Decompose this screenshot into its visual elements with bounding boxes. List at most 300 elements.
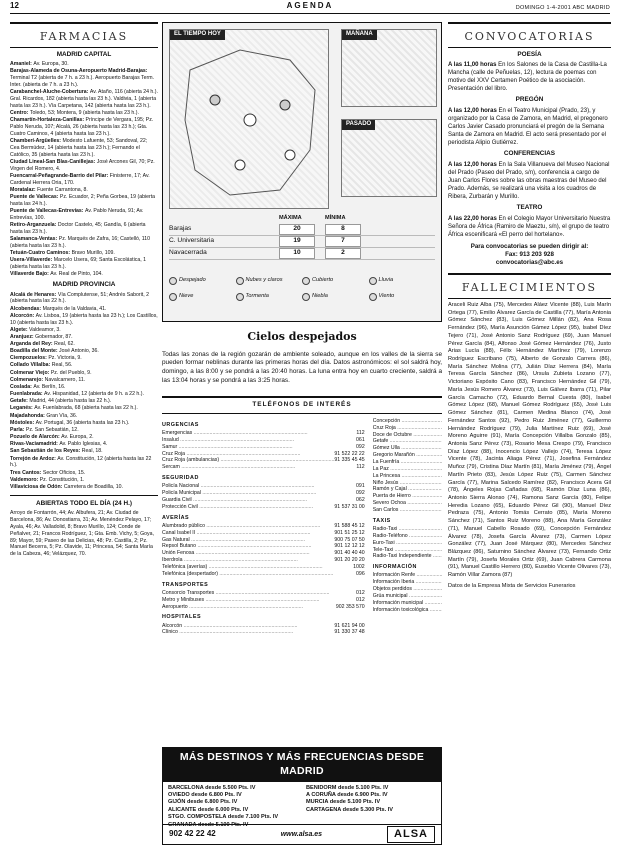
phone-row: [162, 597, 365, 604]
weather-symbol-icon: [302, 293, 310, 301]
weather-symbol-icon: [302, 277, 310, 285]
pharmacy-entry: [10, 470, 158, 477]
phone-row: [162, 604, 365, 611]
phone-number[interactable]: 062: [356, 496, 365, 503]
pharmacy-address: Valdeamor, 3.: [29, 326, 61, 333]
ad-destination: CARTAGENA desde 5.300 Pts. IV: [306, 806, 394, 813]
pharmacy-area: Colmenar Viejo:: [10, 369, 51, 376]
sun-icon: [285, 150, 295, 160]
header-date: DOMINGO 1-4-2001 ABC MADRID: [515, 4, 610, 11]
weather-symbol-icon: [169, 277, 177, 285]
pharmacy-entry: [10, 208, 158, 222]
convocatoria-text: En la Sala Villanueva del Museo Nacional del Prado (Paseo del Prado, s/n), conferencia a cargo de Juan Carlos Flores sobre las obras maestras del Museo del Prado. Además, se realizará una visita a los cuadros de Ribera, Zurbarán y Murillo.: [448, 161, 610, 201]
pharmacy-area: Salamanca-Ventas:: [10, 236, 59, 243]
allday-title: ABIERTAS TODO EL DÍA (24 H.): [36, 499, 132, 507]
phone-number[interactable]: 901 20 20 20: [334, 557, 365, 564]
temperature-row: [169, 224, 435, 236]
phone-number[interactable]: 91 621 94 00: [334, 622, 365, 629]
pharmacy-address: Madrid, 44 (abierta hasta las 22 h.).: [29, 398, 112, 405]
page-header: [10, 1, 610, 14]
phone-name: Consorcio Transportes .....: [162, 590, 356, 597]
pharmacy-address: Gran Vía, 36.: [46, 412, 78, 419]
phone-row: [373, 607, 442, 614]
phone-name: Guardia Civil .....: [162, 497, 356, 504]
ad-destination: BENIDORM desde 5.100 Pts. IV: [306, 784, 389, 791]
pharmacy-address: Pz. del Pueblo, 9.: [50, 369, 92, 376]
pharmacy-area: Colmenarejo:: [10, 376, 45, 383]
pharmacy-entry: [10, 384, 158, 391]
pharmacy-area: Tres Cantos:: [10, 469, 43, 476]
phone-row: [373, 593, 442, 600]
phone-row: [373, 572, 442, 579]
pharmacy-entry: [10, 250, 158, 257]
temperature-table: [169, 215, 435, 260]
phone-group-title: AVERÍAS: [162, 514, 190, 521]
phone-name: Radio-Teléfono .....: [373, 533, 442, 540]
phone-name: Emergencias .....: [162, 430, 356, 437]
phone-row: [162, 457, 365, 464]
phone-name: Alcorcón .....: [162, 623, 334, 630]
phone-name: Euro-Taxi .....: [373, 540, 442, 547]
convocatoria-item: [448, 215, 611, 239]
temperature-row: [169, 236, 435, 248]
phone-row: [162, 490, 365, 497]
temperature-min: 8: [325, 224, 361, 235]
ad-headline: MÁS DESTINOS Y MÁS FRECUENCIAS DESDE MADRID: [163, 748, 441, 782]
col-min: MÍNIMA: [325, 215, 346, 221]
phone-row: [162, 437, 365, 444]
weather-symbol-icon: [369, 293, 377, 301]
phone-name: Radio-Taxi .....: [373, 526, 442, 533]
ad-phone: 902 42 22 42: [169, 829, 216, 839]
phone-name: Repsol Butano .....: [162, 543, 334, 550]
phone-name: Cruz Roja .....: [162, 451, 334, 458]
contact-label: Para convocatorias se pueden dirigir al:: [470, 242, 589, 250]
phone-name: Grúa municipal .....: [373, 593, 442, 600]
legend-item: [302, 289, 369, 305]
fallecimientos-title: FALLECIMIENTOS: [448, 273, 611, 299]
convocatoria-heading: PREGÓN: [515, 96, 544, 104]
phone-number[interactable]: 900 75 07 50: [334, 536, 365, 543]
phone-group-title: INFORMACIÓN: [372, 564, 417, 571]
phone-name: Gregorio Marañón .....: [373, 452, 442, 459]
map-outline: [170, 30, 328, 208]
phone-name: Información toxicológica .....: [373, 607, 442, 614]
legend-item: [369, 289, 436, 305]
phone-number[interactable]: 061: [356, 436, 365, 443]
phone-row: [373, 473, 442, 480]
convocatoria-text: En los Salones de la Casa de Castilla-La Mancha (calle de Peñuelas, 12), lectura de poemas con motivo del XXV Certamen Poético de la asociación. Presentación del libro.: [448, 61, 607, 93]
phone-row: [162, 430, 365, 437]
pharmacy-address: Navalcarnero, 11.: [44, 376, 86, 383]
ad-destination: GIJÓN desde 6.800 Pts. IV: [168, 799, 238, 806]
phone-name: Objetos perdidos .....: [373, 586, 442, 593]
weather-symbol-icon: [369, 277, 377, 285]
pharmacy-address: Pz. Victoria, 9.: [48, 355, 82, 362]
temperature-place: C. Universitaria: [169, 237, 215, 245]
pharmacy-entry: [10, 448, 158, 455]
phone-row: [373, 553, 442, 560]
phone-name: Gómez Ulla .....: [373, 445, 442, 452]
ad-destination: OVIEDO desde 6.800 Pts. IV: [168, 792, 242, 799]
pharmacy-address: Príncipe de Vergara, 195; Pz. Pablo Neruda, 107; Alcalá, 26 (abierta hasta las 23 h.); Gta. Cuatro Caminos, 4 (abierta hasta las 23 h.).: [10, 117, 154, 137]
phone-name: La Princesa .....: [373, 473, 442, 480]
ad-footer: [163, 821, 441, 844]
phone-number[interactable]: 91 335 45 45: [334, 457, 365, 464]
provincia-title: MADRID PROVINCIA: [52, 281, 116, 289]
legend-label: Cubierto: [312, 277, 334, 284]
pharmacy-entry: [10, 484, 158, 491]
pharmacy-address: Pz. Ecuador, 2; Peña Gorbea, 19 (abierta hasta las 24 h.).: [10, 193, 156, 207]
pharmacy-address: Av. Ataño, 116 (abierta 24 h.). Gral. Ricardos, 182 (abierta hasta las 23 h.). Valdivia, 1 (abierta hasta las 23 h.). Vía Carpetana, 142 (abierta hasta las 23 h.).: [10, 89, 158, 109]
pharmacy-entry: [10, 334, 158, 341]
capital-title: MADRID CAPITAL: [56, 50, 112, 58]
phone-number[interactable]: 901 12 12 12: [334, 543, 365, 550]
phone-number[interactable]: 092: [356, 490, 365, 497]
pharmacy-address: José Antonio, 36.: [59, 348, 99, 355]
pharmacy-area: Aranjuez:: [10, 333, 36, 340]
phone-name: Severo Ochoa .....: [373, 500, 442, 507]
pharmacy-entry: [10, 362, 158, 369]
phone-name: Telefónica (averías) .....: [162, 564, 353, 571]
next-label: PASADO: [342, 120, 375, 130]
pharmacy-address: Finisterre, 17; Av. Cardenal Herrera Oria, 170.: [10, 172, 150, 186]
phone-name: Alumbrado público .....: [162, 523, 334, 530]
legend-label: Nubes y claros: [245, 277, 283, 284]
pharmacy-address: Av. Berlín, 16.: [33, 383, 66, 390]
phone-name: Puerta de Hierro .....: [373, 493, 442, 500]
tomorrow-label: MAÑANA: [342, 30, 377, 40]
convocatorias-list: [448, 51, 611, 239]
phone-number[interactable]: 902 353 570: [335, 603, 365, 610]
cloud-icon: [210, 95, 220, 105]
center-column: [162, 22, 442, 845]
weather-headline: Cielos despejados: [247, 330, 357, 343]
pharmacy-area: Algete:: [10, 326, 30, 333]
phone-name: Telefónica (despertador) .....: [162, 571, 356, 578]
ad-destinations-left: [168, 785, 298, 829]
phone-row: [373, 533, 442, 540]
phone-row: [162, 557, 365, 564]
pharmacy-address: Vía Complutense, 51; Andrés Saborit, 2 (abierta hasta las 22 h.).: [10, 291, 149, 305]
pharmacy-entry: [10, 187, 158, 194]
convocatoria-text: En el Teatro Municipal (Prado, 23), y organizado por la Casa de Zamora, en Madrid, el pregonero Carlos Javier Casado pronunciará el pregón de la Semana Santa de Zamora en Madrid. El acto será presentado por el periodista Alipio Gutiérrez.: [448, 107, 608, 147]
pharmacy-area: Arganda del Rey:: [10, 341, 55, 348]
pharmacy-entry: [10, 159, 158, 173]
pharmacy-address: Av. Fuenlabrada, 68 (abierta hasta las 22 h.).: [34, 405, 138, 412]
pharmacy-address: Pz. Constitución, 1.: [39, 476, 85, 483]
pharmacy-area: Leganés:: [10, 405, 35, 412]
phone-number[interactable]: 91 330 37 48: [334, 629, 365, 636]
phone-name: Insalud .....: [162, 437, 356, 444]
phone-name: Concepción .....: [373, 418, 442, 425]
phones-column-1: [162, 418, 365, 636]
weather-map-next: [341, 119, 437, 197]
phone-name: Información municipal .....: [373, 600, 442, 607]
convocatoria-text: En el Colegio Mayor Universitario Nuestra Señora de África (Ramiro de Maeztu, s/n), el grupo de teatro África escenificará «El perro del hortelano».: [448, 215, 611, 238]
phone-name: Clínico .....: [162, 629, 334, 636]
pharmacy-address: Bravo Murillo, 109.: [71, 250, 115, 257]
ad-destination: STGO. COMPOSTELA desde 7.100 Pts. IV: [168, 814, 279, 821]
pharmacy-entry: [10, 194, 158, 208]
pharmacy-address: Modesto Lafuente, 53; Sandoval, 22; Cea Bermúdez, 14 (abierta hasta las 23 h.); Fernando el Católico, 35 (abierta hasta las 23 h.).: [10, 137, 148, 158]
pharmacy-area: Collado Villalba:: [10, 362, 52, 369]
phone-row: [373, 486, 442, 493]
pharmacy-area: Retiro-Arganzuela:: [10, 222, 58, 228]
phone-number[interactable]: 092: [356, 443, 365, 450]
pharmacy-area: Fuenlabrada:: [10, 391, 45, 398]
phone-row: [373, 432, 442, 439]
phone-row: [162, 451, 365, 458]
pharmacy-area: Pozuelo de Alarcón:: [10, 434, 62, 441]
pharmacy-entry: [10, 110, 158, 117]
phone-name: Tele-Taxi .....: [373, 547, 442, 554]
temperature-max: 19: [279, 236, 315, 247]
pharmacy-entry: [10, 89, 158, 110]
phone-name: San Carlos .....: [373, 507, 442, 514]
phone-name: Cruz Roja (ambulancias) .....: [162, 457, 334, 464]
contact-block: [448, 243, 611, 268]
phone-number[interactable]: 012: [356, 596, 365, 603]
legend-item: [169, 289, 236, 305]
pharmacy-entry: [10, 413, 158, 420]
phone-row: [373, 425, 442, 432]
phone-number[interactable]: 901 51 25 12: [334, 529, 365, 536]
pharmacy-entry: [10, 477, 158, 484]
fallecimientos-list: Araceli Ruiz Alba (75), Mercedes Aláez Vicente (88), Luis Marín Ortega (77), Emilio Álvarez García de Castilla (77), María Antonia Gómez Sánchez (83), Luis Gómez Millán (82), Ana Rosa Fernández (96), María Asunción Gámez López (95), Isabel Díez Tejero (71), José Antonio Sanz Rodríguez (69), Juan Manuel Pérez García (84), Alfonso José Gómez Hernández (76), Justo Arias Lucía (88), Félix Hernández Martínez (79), Lorenzo Rodríguez Escribano (75), Alberto de Gonzalo Carrera (86), María Sánchez Molina (77), Julián Díaz Herrera (84), María Teresa García Sánchez (86), Ursula Zubieta Lozano (77), Victoriano Expósito Cano (83), Francisco Hernández Gil (79), María Jesús Romero Álvarez (73), Luis Gálvez Ibarra (71), Pilar García Camacho (72), Eduardo Bernal Cuesta (80), Isabel Gómez López (68), Manuel Gómez Rodríguez (65), José Luis Gómez Sánchez (81), Carmen Medina Blanco (74), José Fernández Santos (92), Pedro Ruiz Jiménez (77), Guillermo Hernández Rodríguez (79), Julia Martínez Ruiz (69), José Moreno Aguirre (91), María Concepción Villalba Gonzalo (85), Antonia Sanz Pérez (73), Rosario Mesa Crespo (79), Francisco Díaz López (88), Inocencio López Vallejo (74), Teresa López Vicente (78), Jacinta Aliaga Pérez (71), Josefina Fernández Muñoz (79), Cristina Díaz Martín (81), María Jiménez (79), Ángel Martín Prieto (83), Jesús López Ruiz (75), Carmen Sánchez García (77), Marina Salcedo Ramírez (82), Francisco Acera Gil (78), Ángeles Rojas Cañadas (68), Ramón Díaz Luna (86), Antonio Sierra Alonso (74), Ramona Sanz García (80), Felipe Heredia Lozano (65), Eduardo Pérez Gil (90), Manuel Díez Pedraza (75), Antonio Tomás Cerrato (85), María Moreno Sánchez (71), Santos Ruiz Moreno (88), Ana María González (71), Manuel Cabello Rosado (69), Concepción Fernández Álvarez (78), Josefa García Álvarez (73), Carmen López González (77), Juan José Márquez (80), Mercedes Sánchez Blázquez (86), Saturnino Sánchez Álvarez (73), Fernando Ortiz Martín (79), Josefa Morales Ortiz (69), Juan Cabrera Carmona (91), Manuel Castillo Herrero (80), Eusebio Vicente Olivares (73), Ramón Villar Zamora (87): [448, 302, 611, 579]
pharmacy-area: Móstoles:: [10, 419, 36, 426]
phone-row: [373, 445, 442, 452]
pharmacy-area: Villaviciosa de Odón:: [10, 483, 64, 490]
pharmacy-entry: [10, 313, 158, 327]
pharmacy-area: Parla:: [10, 426, 26, 433]
phone-name: Doce de Octubre .....: [373, 432, 442, 439]
phone-row: [373, 540, 442, 547]
phone-row: [373, 459, 442, 466]
weather-legend: [169, 273, 435, 305]
col-max: MÁXIMA: [279, 215, 302, 221]
phone-row: [373, 526, 442, 533]
pharmacy-address: Real, 18.: [81, 448, 103, 455]
phone-name: Aeropuerto .....: [162, 604, 336, 611]
ad-destination: MURCIA desde 5.100 Pts. IV: [306, 799, 381, 806]
pharmacy-entry: [10, 292, 158, 306]
phone-number[interactable]: 91 588 45 12: [334, 522, 365, 529]
phone-number[interactable]: 091: [356, 483, 365, 490]
pharmacy-entry: [10, 441, 158, 448]
pharmacy-area: Boadilla del Monte:: [10, 348, 59, 355]
phone-name: La Fuenfría .....: [373, 459, 442, 466]
phone-name: Ramón y Cajal .....: [373, 486, 442, 493]
pharmacy-entry: [10, 348, 158, 355]
pharmacy-area: Villaverde Bajo:: [10, 271, 51, 278]
pharmacy-area: Ciudad Lineal-San Blas-Canillejas:: [10, 158, 97, 165]
pharmacy-address: Av. Constitución, 12 (abierta hasta las 22 h.).: [10, 455, 152, 469]
phone-row: [373, 418, 442, 425]
pharmacy-area: Puente de Vallecas-Entrevías:: [10, 207, 85, 214]
convocatoria-time: A las 11,00 horas: [448, 61, 499, 68]
legend-item: [236, 289, 303, 305]
allday-list: Arroyo de Fontarrón, 44; Av. Albufera, 21; Av. Ciudad de Barcelona, 86; Av. Donostiarra, 31; Av. Menéndez Pelayo, 17; Ayala, 46; Av. Valladolid, 8; Bravo Murillo, 124; Conde de Peñalver, 21; Francos Rodríguez, 1; Gta. Emb. Vichy, 5; Goya, 89; Mayor, 59; Paseo de las Delicias, 48; Pz. Castilla, 2; Pz. Manuel Becerra, 5; Pz. Olavide, 11; Princesa, 54; Santa María de la Cabeza, 46; Velázquez, 70.: [10, 510, 154, 558]
phone-group-title: SEGURIDAD: [162, 475, 199, 482]
phone-name: Unión Fenosa .....: [162, 550, 334, 557]
phone-number[interactable]: 91 522 22 22: [334, 450, 365, 457]
pharmacy-address: Marcelo Usera, 69; Santa Escolástica, 1 (abierta hasta las 23 h.).: [10, 257, 146, 271]
phone-number[interactable]: 91 537 31 00: [334, 503, 365, 510]
alsa-logo: ALSA: [387, 826, 435, 843]
phone-row: [162, 629, 365, 636]
phone-row: [162, 623, 365, 630]
phone-name: Gas Natural .....: [162, 537, 334, 544]
page-number: 12: [10, 1, 19, 11]
convocatoria-item: [448, 107, 611, 147]
pharmacy-area: Ciempozuelos:: [10, 355, 49, 362]
pharmacy-address: Sector Oficios, 15.: [42, 469, 86, 476]
legend-item: [169, 273, 236, 289]
ad-website[interactable]: www.alsa.es: [280, 830, 323, 838]
phone-name: Información Iberia .....: [373, 579, 442, 586]
phone-row: [373, 547, 442, 554]
pharmacy-entry: [10, 327, 158, 334]
phone-name: Información Renfe .....: [373, 572, 442, 579]
phone-name: Radio-Taxi Independiente .....: [373, 553, 442, 560]
temperature-max: 10: [279, 248, 315, 259]
phone-row: [373, 507, 442, 514]
phone-row: [373, 586, 442, 593]
weather-symbol-icon: [169, 293, 177, 301]
pharmacy-address: Av. Europa, 2.: [61, 434, 94, 441]
pharmacy-area: Valdemoro:: [10, 476, 40, 483]
pharmacy-entry: [10, 405, 158, 412]
pharmacy-area: San Sebastián de los Reyes:: [10, 448, 82, 455]
ad-destination: A CORUÑA desde 6.900 Pts. IV: [306, 792, 388, 799]
temperature-place: Navacerrada: [169, 249, 207, 257]
phones-title: TELÉFONOS DE INTERÉS: [162, 396, 442, 413]
phone-row: [373, 579, 442, 586]
temperature-row: [169, 248, 435, 260]
pharmacy-area: Alcobendas:: [10, 305, 43, 312]
phone-number[interactable]: 1002: [353, 563, 365, 570]
pharmacy-entry: [10, 117, 158, 138]
weather-box: [162, 22, 442, 322]
legend-item: [236, 273, 303, 289]
pharmacy-address: Doctor Castelo, 45; Gandía, 6 (abierta hasta las 23 h.).: [10, 222, 146, 235]
phone-number[interactable]: 112: [356, 429, 365, 436]
pharmacy-area: Torrejón de Ardoz:: [10, 455, 58, 462]
phone-row: [162, 523, 365, 530]
weather-symbol-icon: [236, 277, 244, 285]
cloud-icon: [280, 100, 290, 110]
pharmacy-area: Moratalaz:: [10, 186, 38, 193]
pharmacy-entry: [10, 456, 158, 470]
phone-name: Policía Municipal .....: [162, 490, 356, 497]
temperature-min: 7: [325, 236, 361, 247]
pharmacy-entry: [10, 398, 158, 405]
pharmacy-address: Fuente Carrantona, 8.: [37, 186, 88, 193]
pharmacy-area: Centro:: [10, 109, 30, 116]
phone-number[interactable]: 096: [356, 570, 365, 577]
pharmacy-entry: [10, 222, 158, 236]
pharmacy-area: Chamartín-Hortaleza-Canillas:: [10, 117, 86, 124]
legend-label: Lluvia: [378, 277, 394, 284]
temperature-place: Barajas: [169, 225, 192, 233]
phone-name: Iberdrola .....: [162, 557, 334, 564]
pharmacy-area: Puente de Vallecas:: [10, 193, 60, 200]
pharmacy-address: Real, 62.: [54, 341, 75, 348]
ad-destination: ALICANTE desde 6.000 Pts. IV: [168, 806, 249, 813]
pharmacy-address: Av. Europa, 30.: [33, 60, 69, 67]
pharmacy-entry: [10, 377, 158, 384]
pharmacy-area: Alcalá de Henares:: [10, 291, 58, 298]
phone-row: [162, 550, 365, 557]
pharmacy-area: Barajas-Alameda de Osuna-Aeropuerto Madrid-Barajas:: [10, 68, 148, 75]
phone-row: [373, 600, 442, 607]
pharmacy-entry: [10, 420, 158, 427]
phone-row: [162, 590, 365, 597]
pharmacy-address: Pz. Marqués de Zafra, 16; Castelló, 110 (abierta hasta las 23 h.).: [10, 236, 151, 249]
phone-name: Protección Civil .....: [162, 504, 334, 511]
phone-row: [162, 537, 365, 544]
pharmacy-address: Av. Pablo Neruda, 91; Av. Entrevías, 100.: [10, 207, 144, 221]
pharmacy-area: Fuencarral-Peñagrande-Barrio del Pilar:: [10, 172, 110, 179]
pharmacy-entry: [10, 138, 158, 159]
phone-name: Metro y Minibuses .....: [162, 597, 356, 604]
pharmacy-area: Alcorcón:: [10, 312, 36, 319]
phone-name: Canal Isabel II .....: [162, 530, 334, 537]
pharmacy-entry: [10, 68, 158, 89]
contact-email[interactable]: convocatorias@abc.es: [495, 259, 564, 267]
phone-row: [162, 504, 365, 511]
pharmacy-area: Chamberí-Argüelles:: [10, 137, 63, 144]
pharmacy-area: Coslada:: [10, 383, 34, 390]
phone-name: Policía Nacional .....: [162, 483, 356, 490]
phone-number[interactable]: 901 40 40 40: [334, 550, 365, 557]
pharmacy-entry: [10, 236, 158, 250]
phone-name: Cruz Roja .....: [373, 425, 442, 432]
pharmacy-address: José Arcones Gil, 70; Pz. Virgen del Romero, 4.: [10, 158, 155, 172]
pharmacy-address: Marqués de la Valdavia, 41.: [42, 305, 107, 312]
phone-row: [373, 493, 442, 500]
pharmacy-address: Terminal T2 (abierta de 7 h. a 23 h.). Aeropuerto Barajas Term. Inter. (abierta de 7 h. a 23 h.).: [10, 74, 154, 88]
ad-destinations-right: [306, 785, 436, 829]
pharmacy-address: Carretera de Boadilla, 10.: [63, 483, 123, 490]
phone-group-title: URGENCIAS: [162, 421, 199, 428]
pharmacy-entry: [10, 427, 158, 434]
section-title: AGENDA: [286, 1, 334, 11]
phone-number[interactable]: 012: [356, 589, 365, 596]
pharmacy-entry: [10, 341, 158, 348]
pharmacy-area: Usera-Villaverde:: [10, 257, 54, 264]
pharmacy-entry: [10, 61, 158, 68]
alsa-advert[interactable]: [162, 747, 442, 845]
temperature-max: 20: [279, 224, 315, 235]
weather-symbol-icon: [236, 293, 244, 301]
sun-icon: [235, 160, 245, 170]
pharmacy-area: Carabanchel-Aluche-Cobertura:: [10, 89, 90, 95]
farmacias-column: [10, 22, 158, 845]
pharmacy-address: Real, 56.: [51, 362, 73, 369]
phone-group-title: TRANSPORTES: [162, 581, 209, 588]
phone-number[interactable]: 112: [356, 464, 365, 471]
pharmacy-address: Av. Lisboa, 19 (abierta hasta las 23 h.); Los Castillos, 10 (abierta hasta las 23 h.).: [10, 312, 158, 326]
pharmacy-entry: [10, 370, 158, 377]
weather-map-today: [169, 29, 329, 209]
phone-row: [162, 497, 365, 504]
phone-name: Sercam .....: [162, 464, 356, 471]
divider: [10, 495, 158, 496]
phone-row: [162, 564, 365, 571]
pharmacy-address: Av. Portugal, 36 (abierta hasta las 23 h.).: [35, 419, 130, 426]
